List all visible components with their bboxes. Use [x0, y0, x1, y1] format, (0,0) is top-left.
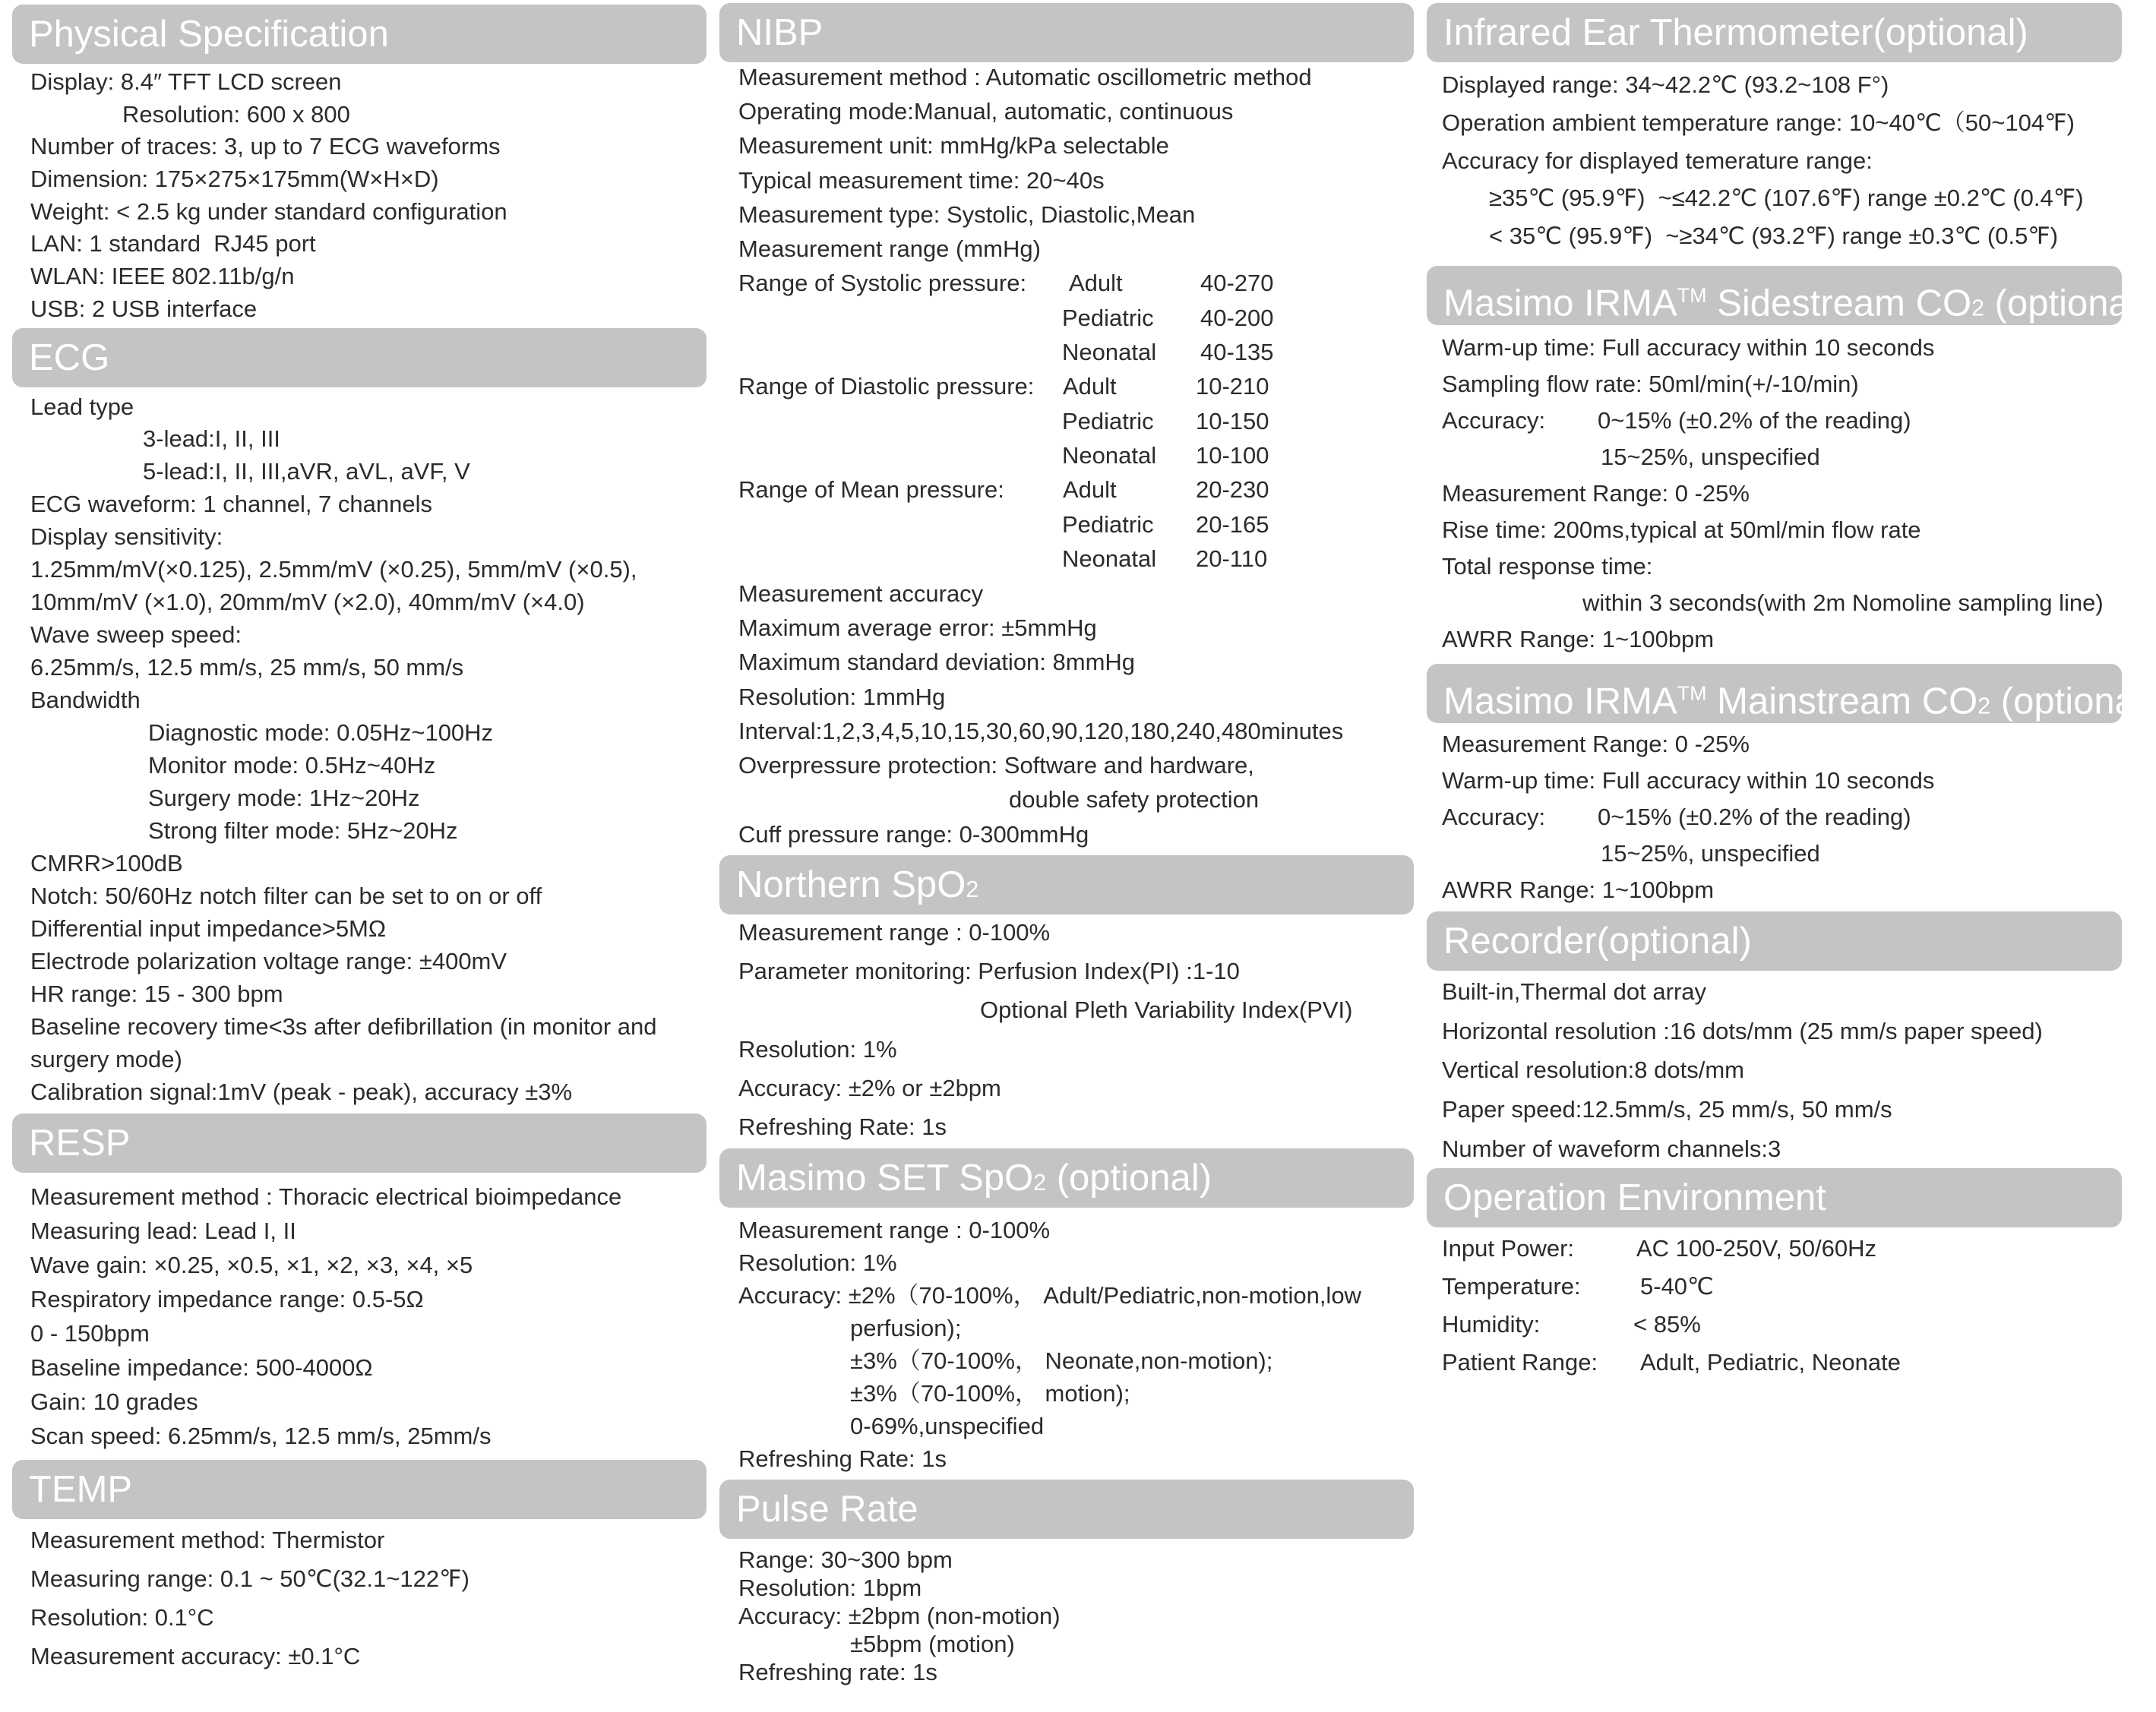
section-header-resp — [12, 1113, 707, 1173]
spec-line: Gain: 10 grades — [30, 1388, 198, 1415]
section-header-masimo-set-spo2 — [719, 1148, 1414, 1208]
spec-line: Measurement accuracy: ±0.1°C — [30, 1643, 361, 1669]
spec-line: Operation ambient temperature range: 10~40℃（50~104℉) — [1442, 109, 2075, 136]
spec-line: 15~25%, unspecified — [1601, 840, 1820, 867]
section-title: Recorder(optional) — [1443, 921, 1752, 962]
spec-line: Interval:1,2,3,4,5,10,15,30,60,90,120,180,240,480minutes — [738, 718, 1344, 744]
spec-line: HR range: 15 - 300 bpm — [30, 981, 283, 1007]
spec-line: Sampling flow rate: 50ml/min(+/-10/min) — [1442, 371, 1859, 397]
spec-line: Notch: 50/60Hz notch filter can be set to on or off — [30, 883, 542, 909]
spec-line: CMRR>100dB — [30, 850, 183, 877]
trademark-mark: TM — [1677, 682, 1707, 705]
range-category: Adult — [1063, 373, 1117, 400]
spec-line: ECG waveform: 1 channel, 7 channels — [30, 491, 432, 517]
spec-line: Dimension: 175×275×175mm(W×H×D) — [30, 166, 439, 192]
spec-line: double safety protection — [1009, 786, 1260, 813]
section-title: Masimo SET SpO — [736, 1158, 1034, 1199]
spec-line: USB: 2 USB interface — [30, 295, 258, 322]
spec-line: AWRR Range: 1~100bpm — [1442, 626, 1715, 652]
section-title: ECG — [29, 337, 110, 378]
spec-line: ±3%（70-100%， motion); — [850, 1380, 1130, 1407]
section-header-irma-main — [1427, 664, 2156, 723]
spec-key: Humidity: — [1442, 1311, 1541, 1338]
spec-line: Warm-up time: Full accuracy within 10 seconds — [1442, 767, 1935, 794]
spec-line: Optional Pleth Variability Index(PVI) — [980, 997, 1353, 1023]
spec-line: 5-lead:I, II, III,aVR, aVL, aVF, V — [143, 458, 470, 485]
section-title-subscript: 2 — [1977, 693, 1991, 719]
spec-line: WLAN: IEEE 802.11b/g/n — [30, 263, 295, 289]
spec-line: Overpressure protection: Software and hardware, — [738, 752, 1254, 779]
spec-line: ±3%（70-100%， Neonate,non-motion); — [850, 1347, 1273, 1374]
spec-line: Measurement Range: 0 -25% — [1442, 731, 1750, 757]
section-header-temp — [12, 1460, 707, 1519]
spec-line: Warm-up time: Full accuracy within 10 seconds — [1442, 334, 1935, 361]
spec-line: 1.25mm/mV(×0.125), 2.5mm/mV (×0.25), 5mm/mV (×0.5), — [30, 556, 637, 583]
range-category: Adult — [1063, 476, 1117, 503]
spec-line: Operating mode:Manual, automatic, continuous — [738, 98, 1234, 125]
spec-line: Resolution: 1bpm — [738, 1575, 922, 1601]
spec-line: Calibration signal:1mV (peak - peak), accuracy ±3% — [30, 1079, 573, 1105]
section-title: Infrared Ear Thermometer(optional) — [1443, 12, 2028, 53]
range-value: 10-100 — [1196, 442, 1269, 469]
spec-line: Diagnostic mode: 0.05Hz~100Hz — [148, 719, 494, 746]
spec-line: Baseline recovery time<3s after defibrillation (in monitor and — [30, 1013, 657, 1040]
spec-line: ±5bpm (motion) — [850, 1631, 1015, 1657]
spec-line: Refreshing rate: 1s — [738, 1659, 937, 1685]
section-title: Physical Specification — [29, 14, 389, 55]
spec-line: Refreshing Rate: 1s — [738, 1445, 947, 1472]
spec-line: surgery mode) — [30, 1046, 182, 1072]
section-title: NIBP — [736, 12, 824, 53]
range-category: Adult — [1069, 270, 1123, 296]
spec-line: Measurement method: Thermistor — [30, 1527, 385, 1553]
section-header-operation-env — [1427, 1168, 2122, 1227]
spec-line: Scan speed: 6.25mm/s, 12.5 mm/s, 25mm/s — [30, 1423, 492, 1449]
spec-line: Vertical resolution:8 dots/mm — [1442, 1057, 1745, 1083]
spec-line: Range: 30~300 bpm — [738, 1546, 953, 1573]
section-header-ir-ear — [1427, 3, 2122, 62]
spec-line: Display sensitivity: — [30, 523, 223, 550]
spec-value: Adult, Pediatric, Neonate — [1640, 1349, 1901, 1376]
spec-line: Accuracy for displayed temerature range: — [1442, 147, 1873, 174]
section-title: Pulse Rate — [736, 1489, 918, 1530]
spec-value: AC 100-250V, 50/60Hz — [1636, 1235, 1876, 1262]
range-value: 10-150 — [1196, 407, 1269, 434]
section-title-suffix: (optional) — [1046, 1158, 1212, 1199]
spec-line: 0 - 150bpm — [30, 1320, 150, 1347]
spec-line: 15~25%, unspecified — [1601, 444, 1820, 470]
spec-line: Accuracy: 0~15% (±0.2% of the reading) — [1442, 407, 1911, 434]
range-category: Neonatal — [1062, 545, 1157, 572]
section-title-subscript: 2 — [966, 877, 979, 902]
spec-line: Resolution: 600 x 800 — [122, 101, 350, 128]
spec-line: ≥35℃ (95.9℉) ~≤42.2℃ (107.6℉) range ±0.2℃ (0.4℉) — [1489, 185, 2084, 211]
range-value: 40-270 — [1200, 270, 1274, 296]
spec-key: Input Power: — [1442, 1235, 1575, 1262]
spec-line: Refreshing Rate: 1s — [738, 1113, 947, 1140]
section-header-recorder — [1427, 911, 2122, 971]
section-title: RESP — [29, 1123, 131, 1164]
section-header-ecg — [12, 328, 707, 387]
spec-line: Maximum standard deviation: 8mmHg — [738, 649, 1136, 675]
spec-line: Accuracy: ±2% or ±2bpm — [738, 1075, 1001, 1101]
spec-line: Resolution: 1mmHg — [738, 684, 946, 710]
spec-line: Measurement range : 0-100% — [738, 1217, 1051, 1243]
section-title: Operation Environment — [1443, 1177, 1826, 1218]
spec-key: Patient Range: — [1442, 1349, 1598, 1376]
spec-line: Respiratory impedance range: 0.5-5Ω — [30, 1286, 424, 1312]
spec-line: Rise time: 200ms,typical at 50ml/min flow rate — [1442, 516, 1921, 543]
range-value: 40-200 — [1200, 304, 1274, 331]
range-value: 20-230 — [1196, 476, 1269, 503]
section-title-suffix: (optional) — [1984, 283, 2150, 324]
spec-line: Measurement unit: mmHg/kPa selectable — [738, 132, 1169, 159]
spec-line: LAN: 1 standard RJ45 port — [30, 230, 316, 257]
spec-line: Baseline impedance: 500-4000Ω — [30, 1354, 373, 1381]
section-header-nibp — [719, 3, 1414, 62]
range-value: 20-110 — [1196, 545, 1268, 572]
spec-line: Cuff pressure range: 0-300mmHg — [738, 821, 1089, 848]
spec-line: Built-in,Thermal dot array — [1442, 978, 1707, 1005]
range-category: Pediatric — [1062, 407, 1154, 434]
spec-value: < 85% — [1633, 1311, 1701, 1338]
section-title-middle: Sidestream CO — [1706, 283, 1972, 324]
spec-key: Temperature: — [1442, 1273, 1581, 1300]
range-category: Neonatal — [1062, 442, 1157, 469]
section-title: Masimo IRMA — [1443, 283, 1677, 324]
spec-line: Accuracy: 0~15% (±0.2% of the reading) — [1442, 804, 1911, 830]
range-category: Neonatal — [1062, 339, 1157, 365]
range-value: 10-210 — [1196, 373, 1269, 400]
section-title: Northern SpO — [736, 864, 966, 905]
section-title-middle: Mainstream CO — [1706, 681, 1978, 722]
section-title: Masimo IRMA — [1443, 681, 1677, 722]
section-header-physical — [12, 5, 707, 64]
spec-line: 3-lead:I, II, III — [143, 425, 280, 452]
spec-line: Wave sweep speed: — [30, 621, 242, 648]
spec-line: Total response time: — [1442, 553, 1653, 580]
spec-line: Resolution: 1% — [738, 1249, 897, 1276]
range-category: Pediatric — [1062, 510, 1154, 538]
spec-line: within 3 seconds(with 2m Nomoline sampling line) — [1582, 589, 2104, 616]
spec-line: Differential input impedance>5MΩ — [30, 915, 387, 942]
section-header-northern-spo2 — [719, 855, 1414, 914]
spec-line: Weight: < 2.5 kg under standard configuration — [30, 198, 507, 225]
spec-line: Measurement accuracy — [738, 580, 984, 607]
spec-line: Wave gain: ×0.25, ×0.5, ×1, ×2, ×3, ×4, ×5 — [30, 1252, 473, 1278]
spec-value: 5-40℃ — [1640, 1273, 1714, 1300]
spec-line: Horizontal resolution :16 dots/mm (25 mm/s paper speed) — [1442, 1018, 2043, 1044]
spec-line: Parameter monitoring: Perfusion Index(PI) :1-10 — [738, 958, 1240, 984]
range-category: Pediatric — [1062, 304, 1154, 331]
range-value: 40-135 — [1200, 339, 1274, 365]
spec-line: Strong filter mode: 5Hz~20Hz — [148, 817, 458, 844]
spec-line: Display: 8.4″ TFT LCD screen — [30, 68, 342, 95]
spec-line: 0-69%,unspecified — [850, 1413, 1045, 1439]
spec-line: Resolution: 0.1°C — [30, 1604, 214, 1631]
spec-line: Measuring lead: Lead I, II — [30, 1218, 296, 1244]
spec-line: Surgery mode: 1Hz~20Hz — [148, 785, 420, 811]
spec-line: Displayed range: 34~42.2℃ (93.2~108 F°) — [1442, 71, 1889, 98]
spec-line: Lead type — [30, 393, 134, 420]
spec-line: 6.25mm/s, 12.5 mm/s, 25 mm/s, 50 mm/s — [30, 654, 464, 681]
range-label: Range of Systolic pressure: — [738, 270, 1027, 296]
spec-line: Number of traces: 3, up to 7 ECG waveforms — [30, 133, 501, 160]
spec-line: 10mm/mV (×1.0), 20mm/mV (×2.0), 40mm/mV (×4.0) — [30, 589, 585, 615]
trademark-mark: TM — [1677, 284, 1707, 307]
spec-line: Paper speed:12.5mm/s, 25 mm/s, 50 mm/s — [1442, 1096, 1892, 1123]
spec-line: Accuracy: ±2%（70-100%， Adult/Pediatric,non-motion,low — [738, 1282, 1361, 1309]
section-header-pulse-rate — [719, 1480, 1414, 1539]
range-label: Range of Mean pressure: — [738, 476, 1004, 503]
spec-line: perfusion); — [850, 1315, 962, 1341]
section-title-subscript: 2 — [1971, 295, 1985, 321]
spec-line: Typical measurement time: 20~40s — [738, 167, 1105, 194]
spec-line: Measuring range: 0.1 ~ 50℃(32.1~122℉) — [30, 1565, 469, 1592]
spec-line: Measurement Range: 0 -25% — [1442, 480, 1750, 507]
spec-line: Maximum average error: ±5mmHg — [738, 614, 1097, 641]
section-title: TEMP — [29, 1469, 133, 1510]
spec-line: Monitor mode: 0.5Hz~40Hz — [148, 752, 436, 779]
spec-line: Bandwidth — [30, 687, 141, 713]
section-title-suffix: (optional) — [1990, 681, 2156, 722]
spec-line: Measurement range (mmHg) — [738, 235, 1041, 262]
section-title-subscript: 2 — [1033, 1170, 1047, 1196]
spec-line: AWRR Range: 1~100bpm — [1442, 877, 1715, 903]
section-header-irma-side — [1427, 266, 2150, 325]
spec-line: Resolution: 1% — [738, 1036, 897, 1063]
spec-line: Number of waveform channels:3 — [1442, 1136, 1781, 1162]
spec-line: Electrode polarization voltage range: ±400mV — [30, 948, 507, 974]
range-label: Range of Diastolic pressure: — [738, 373, 1035, 400]
spec-line: Measurement type: Systolic, Diastolic,Mean — [738, 201, 1196, 228]
spec-line: Measurement method : Thoracic electrical bioimpedance — [30, 1183, 622, 1210]
spec-line: Measurement range : 0-100% — [738, 919, 1051, 946]
spec-line: Accuracy: ±2bpm (non-motion) — [738, 1603, 1061, 1629]
spec-line: < 35℃ (95.9℉) ~≥34℃ (93.2℉) range ±0.3℃ (0.5℉) — [1489, 223, 2059, 249]
spec-line: Measurement method : Automatic oscillometric method — [738, 64, 1312, 90]
range-value: 20-165 — [1196, 510, 1269, 538]
